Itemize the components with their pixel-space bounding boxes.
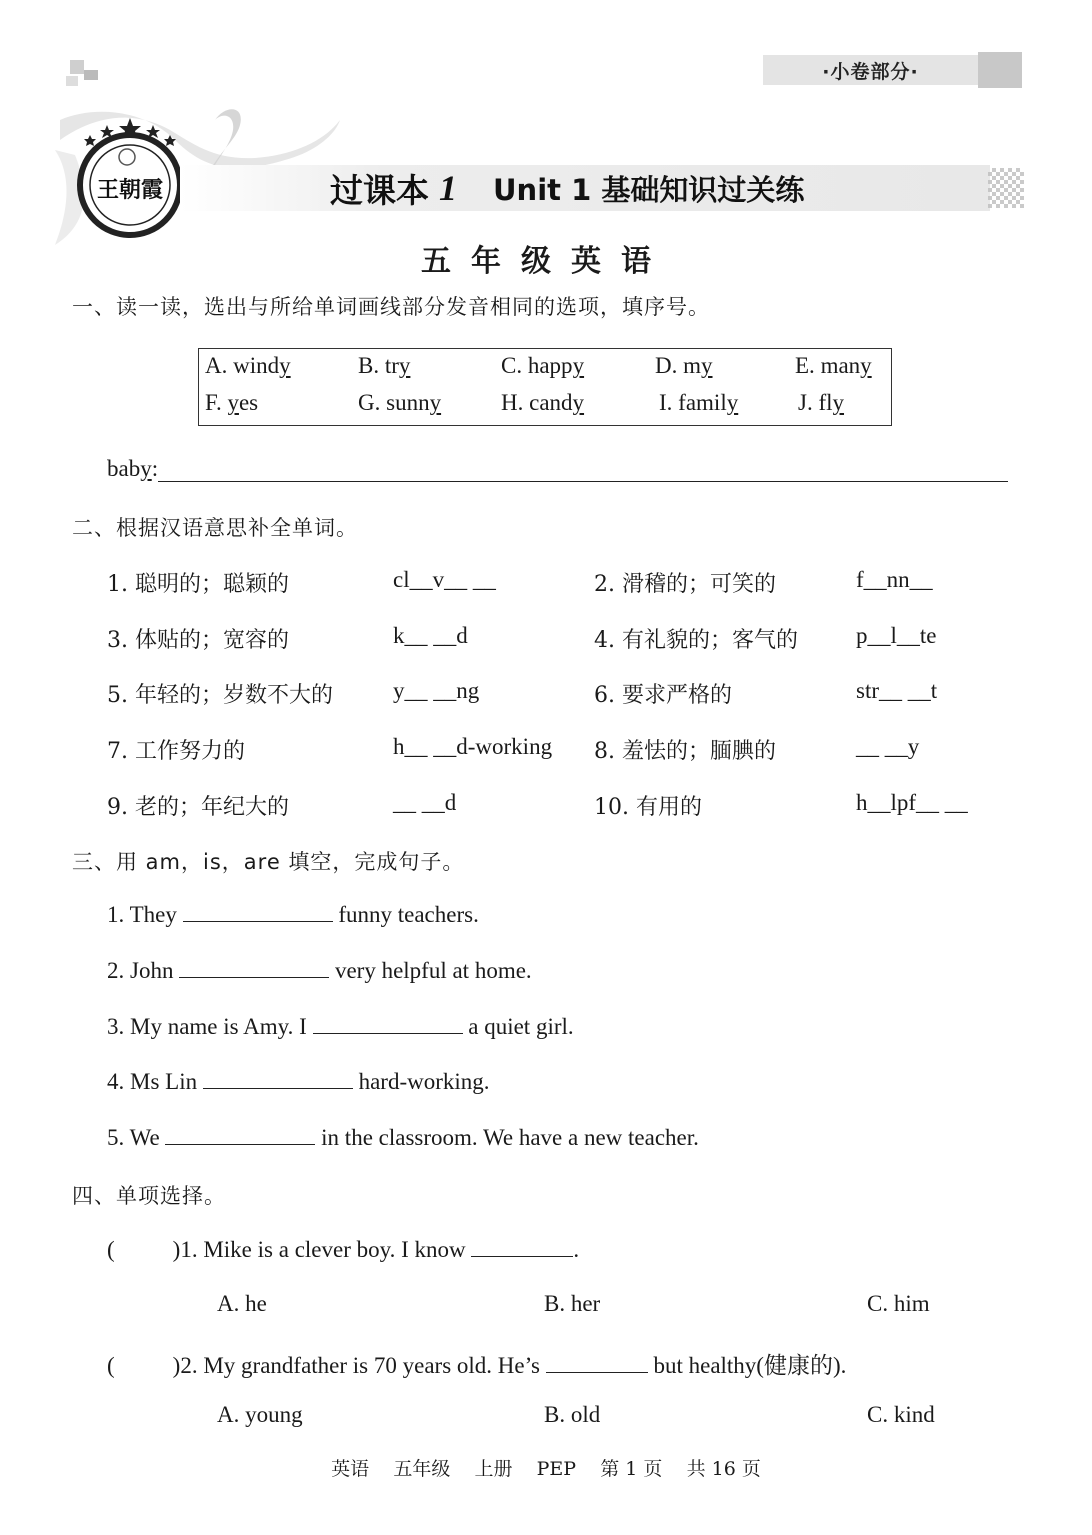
word-option-i: I. family bbox=[659, 390, 739, 415]
title-prefix: 过课本 bbox=[330, 170, 429, 210]
choice-blank bbox=[546, 1352, 648, 1373]
choice-option[interactable]: B. her bbox=[544, 1291, 601, 1316]
section1-heading: 一、读一读，选出与所给单词画线部分发音相同的选项，填序号。 bbox=[72, 295, 710, 319]
page-footer: 英语 五年级 上册 PEP 第 1 页 共 16 页 bbox=[331, 1458, 761, 1480]
tag-decoration-block bbox=[978, 52, 1022, 88]
vocab-blank-word[interactable]: h__lpf__ __ bbox=[856, 790, 968, 815]
word-option-f: F. yes bbox=[205, 390, 259, 415]
vocab-item: 5. 年轻的；岁数不大的 bbox=[107, 683, 334, 708]
title-number: 1 bbox=[439, 168, 457, 208]
vocab-blank-word[interactable]: __ __d bbox=[393, 790, 457, 815]
word-option-e: E. many bbox=[795, 353, 872, 378]
answer-paren[interactable]: ( bbox=[107, 1237, 115, 1262]
word-options-box bbox=[198, 348, 892, 426]
word-option-b: B. try bbox=[358, 353, 411, 378]
vocab-blank-word[interactable]: y__ __ng bbox=[393, 678, 480, 703]
word-option-j: J. fly bbox=[798, 390, 845, 415]
vocab-item: 3. 体贴的；宽容的 bbox=[107, 628, 290, 653]
section2-heading: 二、根据汉语意思补全单词。 bbox=[72, 516, 358, 540]
word-option-a: A. windy bbox=[205, 353, 291, 378]
fill-blank[interactable] bbox=[203, 1068, 353, 1089]
vocab-blank-word[interactable]: p__l__te bbox=[856, 623, 937, 648]
vocab-blank-word[interactable]: __ __y bbox=[856, 734, 920, 759]
fill-blank[interactable] bbox=[313, 1013, 463, 1034]
corner-decoration bbox=[84, 70, 98, 80]
page-subtitle: 五年级英语 bbox=[421, 244, 671, 279]
vocab-blank-word[interactable]: cl__v__ __ bbox=[393, 567, 496, 592]
fill-sentence: 5. We in the classroom. We have a new teacher. bbox=[107, 1125, 699, 1150]
fill-sentence: 4. Ms Lin hard-working. bbox=[107, 1069, 490, 1094]
vocab-item: 1. 聪明的；聪颖的 bbox=[107, 572, 290, 597]
fill-sentence: 2. John very helpful at home. bbox=[107, 958, 532, 983]
choice-question: ( )2. My grandfather is 70 years old. He’s but healthy(健康的). bbox=[107, 1353, 847, 1378]
vocab-item: 2. 滑稽的；可笑的 bbox=[594, 572, 777, 597]
title-checker-decoration bbox=[988, 168, 1024, 208]
logo-emblem bbox=[75, 115, 185, 240]
fill-blank[interactable] bbox=[179, 957, 329, 978]
vocab-item: 9. 老的；年纪大的 bbox=[107, 795, 290, 820]
choice-option[interactable]: C. him bbox=[867, 1291, 930, 1316]
choice-question: ( )1. Mike is a clever boy. I know . bbox=[107, 1237, 580, 1262]
answer-word: baby: bbox=[107, 456, 159, 481]
vocab-item: 6. 要求严格的 bbox=[594, 683, 733, 708]
fill-sentence: 1. They funny teachers. bbox=[107, 902, 479, 927]
word-option-d: D. my bbox=[655, 353, 713, 378]
vocab-item: 4. 有礼貌的；客气的 bbox=[594, 628, 799, 653]
vocab-blank-word[interactable]: k__ __d bbox=[393, 623, 468, 648]
answer-paren[interactable]: ( bbox=[107, 1353, 115, 1378]
page-title bbox=[330, 166, 804, 210]
choice-option[interactable]: A. young bbox=[217, 1402, 303, 1427]
choice-option[interactable]: B. old bbox=[544, 1402, 601, 1427]
vocab-item: 10. 有用的 bbox=[594, 795, 703, 820]
vocab-blank-word[interactable]: str__ __t bbox=[856, 678, 938, 703]
choice-blank bbox=[471, 1236, 573, 1257]
corner-decoration bbox=[66, 76, 78, 86]
corner-decoration bbox=[70, 60, 84, 74]
answer-row-baby bbox=[107, 456, 1008, 482]
fill-sentence: 3. My name is Amy. I a quiet girl. bbox=[107, 1014, 574, 1039]
word-option-c: C. happy bbox=[501, 353, 585, 378]
section-tag: ·小卷部分· bbox=[763, 55, 978, 85]
word-option-h: H. candy bbox=[501, 390, 585, 415]
title-unit: Unit 1 基础知识过关练 bbox=[493, 172, 805, 207]
section4-heading: 四、单项选择。 bbox=[72, 1184, 226, 1208]
fill-blank[interactable] bbox=[165, 1124, 315, 1145]
logo-text: 王朝霞 bbox=[96, 177, 164, 203]
choice-option[interactable]: A. he bbox=[217, 1291, 267, 1316]
section3-heading: 三、用 am，is，are 填空，完成句子。 bbox=[72, 850, 465, 874]
word-option-g: G. sunny bbox=[358, 390, 442, 415]
fill-blank[interactable] bbox=[183, 901, 333, 922]
vocab-item: 8. 羞怯的；腼腆的 bbox=[594, 739, 777, 764]
vocab-blank-word[interactable]: h__ __d-working bbox=[393, 734, 553, 759]
vocab-blank-word[interactable]: f__nn__ bbox=[856, 567, 933, 592]
vocab-item: 7. 工作努力的 bbox=[107, 739, 246, 764]
answer-blank[interactable] bbox=[158, 457, 1008, 482]
choice-option[interactable]: C. kind bbox=[867, 1402, 935, 1427]
